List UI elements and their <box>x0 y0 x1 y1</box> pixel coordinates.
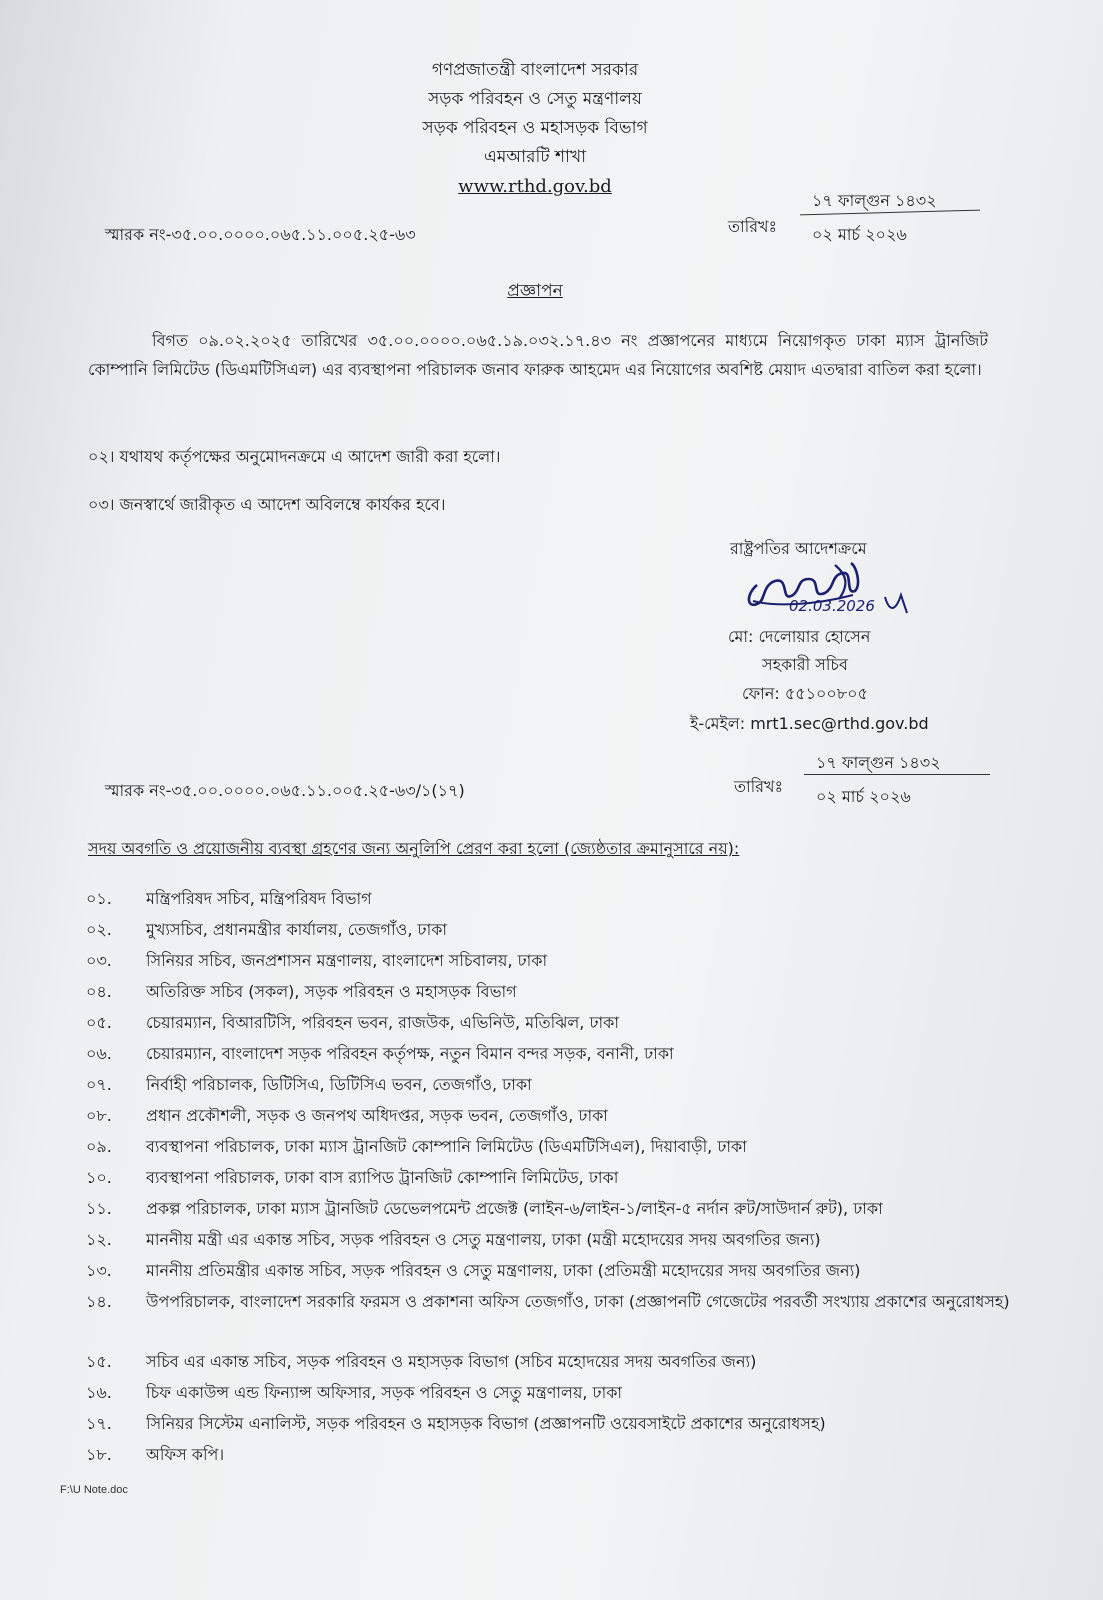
signatory-name: মো: দেলোয়ার হোসেন <box>728 627 871 646</box>
list-item-number: ০৩. <box>86 951 112 970</box>
website-link[interactable]: www.rthd.gov.bd <box>458 176 612 197</box>
list-item-number: ১১. <box>86 1199 112 1218</box>
date-gregorian: ০২ মার্চ ২০২৬ <box>812 225 907 244</box>
list-item-number: ১৩. <box>86 1261 112 1280</box>
list-item-text: উপপরিচালক, বাংলাদেশ সরকারি ফরমস ও প্রকাশনা অফিস তেজগাঁও, ঢাকা (প্রজ্ঞাপনটি গেজেটের পরবর্তী সংখ্যায় প্রকাশের অনুরোধসহ) <box>146 1292 1010 1311</box>
list-item-number: ১৭. <box>86 1414 112 1433</box>
list-item <box>86 1070 1016 1101</box>
body-paragraph-1: বিগত ০৯.০২.২০২৫ তারিখের ৩৫.০০.০০০০.০৬৫.১৯.০৩২.১৭.৪৩ নং প্রজ্ঞাপনের মাধ্যমে নিয়োগকৃত ঢাকা ম্যাস ট্রানজিট কোম্পানি লিমিটেড (ডিএমটিসিএল) এর ব্যবস্থাপনা পরিচালক জনাব ফারুক আহমেদ এর নিয়োগের অবশিষ্ট মেয়াদ এতদ্বারা বাতিল করা হলো। <box>88 331 988 379</box>
body-paragraph-3: ০৩। জনস্বার্থে জারীকৃত এ আদেশ অবিলম্বে কার্যকর হবে। <box>88 495 446 514</box>
government-name: গণপ্রজাতন্ত্রী বাংলাদেশ সরকার <box>431 60 639 80</box>
date-bangla: ১৭ ফাল্গুন ১৪৩২ <box>816 753 941 772</box>
list-item-number: ০৬. <box>86 1044 112 1063</box>
signatory-phone: ফোন: ৫৫১০০৮০৫ <box>742 684 868 703</box>
list-item-text: প্রধান প্রকৌশলী, সড়ক ও জনপথ অধিদপ্তর, সড়ক ভবন, তেজগাঁও, ঢাকা <box>146 1106 608 1125</box>
list-item-number: ১৫. <box>86 1352 112 1371</box>
list-item <box>86 1440 1016 1471</box>
list-item <box>86 1256 1016 1287</box>
list-item <box>86 1163 1016 1194</box>
date-label: তারিখঃ <box>734 777 784 796</box>
document-title: প্রজ্ঞাপন <box>507 281 563 301</box>
list-item <box>86 1347 1016 1378</box>
copy-memo-number: স্মারক নং-৩৫.০০.০০০০.০৬৫.১১.০০৫.২৫-৬৩/১(১৭) <box>105 781 465 800</box>
list-item <box>86 1101 1016 1132</box>
list-item-text: অতিরিক্ত সচিব (সকল), সড়ক পরিবহন ও মহাসড়ক বিভাগ <box>146 982 517 1001</box>
list-item-text: নির্বাহী পরিচালক, ডিটিসিএ, ডিটিসিএ ভবন, তেজগাঁও, ঢাকা <box>146 1075 532 1094</box>
list-item <box>86 1378 1016 1409</box>
list-item-text: সিনিয়র সিস্টেম এনালিস্ট, সড়ক পরিবহন ও মহাসড়ক বিভাগ (প্রজ্ঞাপনটি ওয়েবসাইটে প্রকাশের অনুরোধসহ) <box>146 1414 826 1433</box>
copy-memo-date-block <box>734 750 994 810</box>
list-item <box>86 977 1016 1008</box>
list-item-text: চেয়ারম্যান, বিআরটিসি, পরিবহন ভবন, রাজউক, এভিনিউ, মতিঝিল, ঢাকা <box>146 1013 619 1032</box>
list-item-number: ০৭. <box>86 1075 112 1094</box>
list-item-text: ব্যবস্থাপনা পরিচালক, ঢাকা ম্যাস ট্রানজিট কোম্পানি লিমিটেড (ডিএমটিসিএল), দিয়াবাড়ী, ঢাকা <box>146 1137 747 1156</box>
list-item-text: ব্যবস্থাপনা পরিচালক, ঢাকা বাস র‍্যাপিড ট্রানজিট কোম্পানি লিমিটেড, ঢাকা <box>146 1168 619 1187</box>
list-item-text: অফিস কপি। <box>146 1445 225 1464</box>
copy-recipient-list <box>86 884 1016 1471</box>
list-item <box>86 1008 1016 1039</box>
list-item-text: মাননীয় মন্ত্রী এর একান্ত সচিব, সড়ক পরিবহন ও সেতু মন্ত্রণালয়, ঢাকা (মন্ত্রী মহোদয়ের সদয় অবগতির জন্য) <box>146 1230 821 1249</box>
list-item-text: সিনিয়র সচিব, জনপ্রশাসন মন্ত্রণালয়, বাংলাদেশ সচিবালয়, ঢাকা <box>146 951 548 970</box>
order-line: রাষ্ট্রপতির আদেশক্রমে <box>730 539 867 558</box>
division-name: সড়ক পরিবহন ও মহাসড়ক বিভাগ <box>422 118 648 138</box>
list-item-text: চিফ একাউন্স এন্ড ফিন্যান্স অফিসার, সড়ক পরিবহন ও সেতু মন্ত্রণালয়, ঢাকা <box>146 1383 623 1402</box>
date-label: তারিখঃ <box>728 217 778 236</box>
list-item <box>86 1287 1016 1347</box>
list-item-number: ০৯. <box>86 1137 112 1156</box>
date-gregorian: ০২ মার্চ ২০২৬ <box>816 787 911 806</box>
date-bangla: ১৭ ফাল্গুন ১৪৩২ <box>812 191 937 210</box>
signatory-email[interactable]: ই-মেইল: mrt1.sec@rthd.gov.bd <box>690 714 929 733</box>
list-item-number: ০২. <box>86 920 112 939</box>
list-item <box>86 884 1016 915</box>
letterhead <box>0 56 1070 201</box>
list-item-number: ০৮. <box>86 1106 112 1125</box>
list-item-number: ০৫. <box>86 1013 112 1032</box>
list-item <box>86 1039 1016 1070</box>
branch-name: এমআরটি শাখা <box>483 147 587 167</box>
signatory-designation: সহকারী সচিব <box>762 655 848 674</box>
date-divider <box>804 774 990 775</box>
list-item-text: সচিব এর একান্ত সচিব, সড়ক পরিবহন ও মহাসড়ক বিভাগ (সচিব মহোদয়ের সদয় অবগতির জন্য) <box>146 1352 757 1371</box>
list-item-text: মন্ত্রিপরিষদ সচিব, মন্ত্রিপরিষদ বিভাগ <box>146 889 372 908</box>
list-item <box>86 1194 1016 1225</box>
handwritten-signature <box>735 555 935 635</box>
signature-date: 02.03.2026 <box>789 597 875 615</box>
body-paragraph-2: ০২। যথাযথ কর্তৃপক্ষের অনুমোদনক্রমে এ আদেশ জারী করা হলো। <box>88 447 501 466</box>
list-item <box>86 946 1016 977</box>
list-item-number: ০৪. <box>86 982 112 1001</box>
list-item <box>86 1409 1016 1440</box>
ministry-name: সড়ক পরিবহন ও সেতু মন্ত্রণালয় <box>428 89 642 109</box>
list-item-number: ০১. <box>86 889 112 908</box>
list-item-number: ১৮. <box>86 1445 112 1464</box>
list-item-number: ১০. <box>86 1168 112 1187</box>
list-item-text: চেয়ারম্যান, বাংলাদেশ সড়ক পরিবহন কর্তৃপক্ষ, নতুন বিমান বন্দর সড়ক, বনানী, ঢাকা <box>146 1044 674 1063</box>
memo-number: স্মারক নং-৩৫.০০.০০০০.০৬৫.১১.০০৫.২৫-৬৩ <box>105 225 416 244</box>
list-item-number: ১৬. <box>86 1383 112 1402</box>
list-item-number: ১৪. <box>86 1292 112 1311</box>
list-item <box>86 915 1016 946</box>
list-item-text: প্রকল্প পরিচালক, ঢাকা ম্যাস ট্রানজিট ডেভেলপমেন্ট প্রজেক্ট (লাইন-৬/লাইন-১/লাইন-৫ নর্দান রুট/সাউদার্ন রুট), ঢাকা <box>146 1199 883 1218</box>
list-item-number: ১২. <box>86 1230 112 1249</box>
memo-date-block <box>728 188 988 248</box>
file-path-footer: F:\U Note.doc <box>60 1484 128 1496</box>
copy-heading: সদয় অবগতি ও প্রয়োজনীয় ব্যবস্থা গ্রহণের জন্য অনুলিপি প্রেরণ করা হলো (জ্যেষ্ঠতার ক্রমানুসারে নয়): <box>88 839 740 858</box>
list-item-text: মাননীয় প্রতিমন্ত্রীর একান্ত সচিব, সড়ক পরিবহন ও সেতু মন্ত্রণালয়, ঢাকা (প্রতিমন্ত্রী মহোদয়ের সদয় অবগতির জন্য) <box>146 1261 861 1280</box>
list-item-text: মুখ্যসচিব, প্রধানমন্ত্রীর কার্যালয়, তেজগাঁও, ঢাকা <box>146 920 448 939</box>
list-item <box>86 1132 1016 1163</box>
list-item <box>86 1225 1016 1256</box>
